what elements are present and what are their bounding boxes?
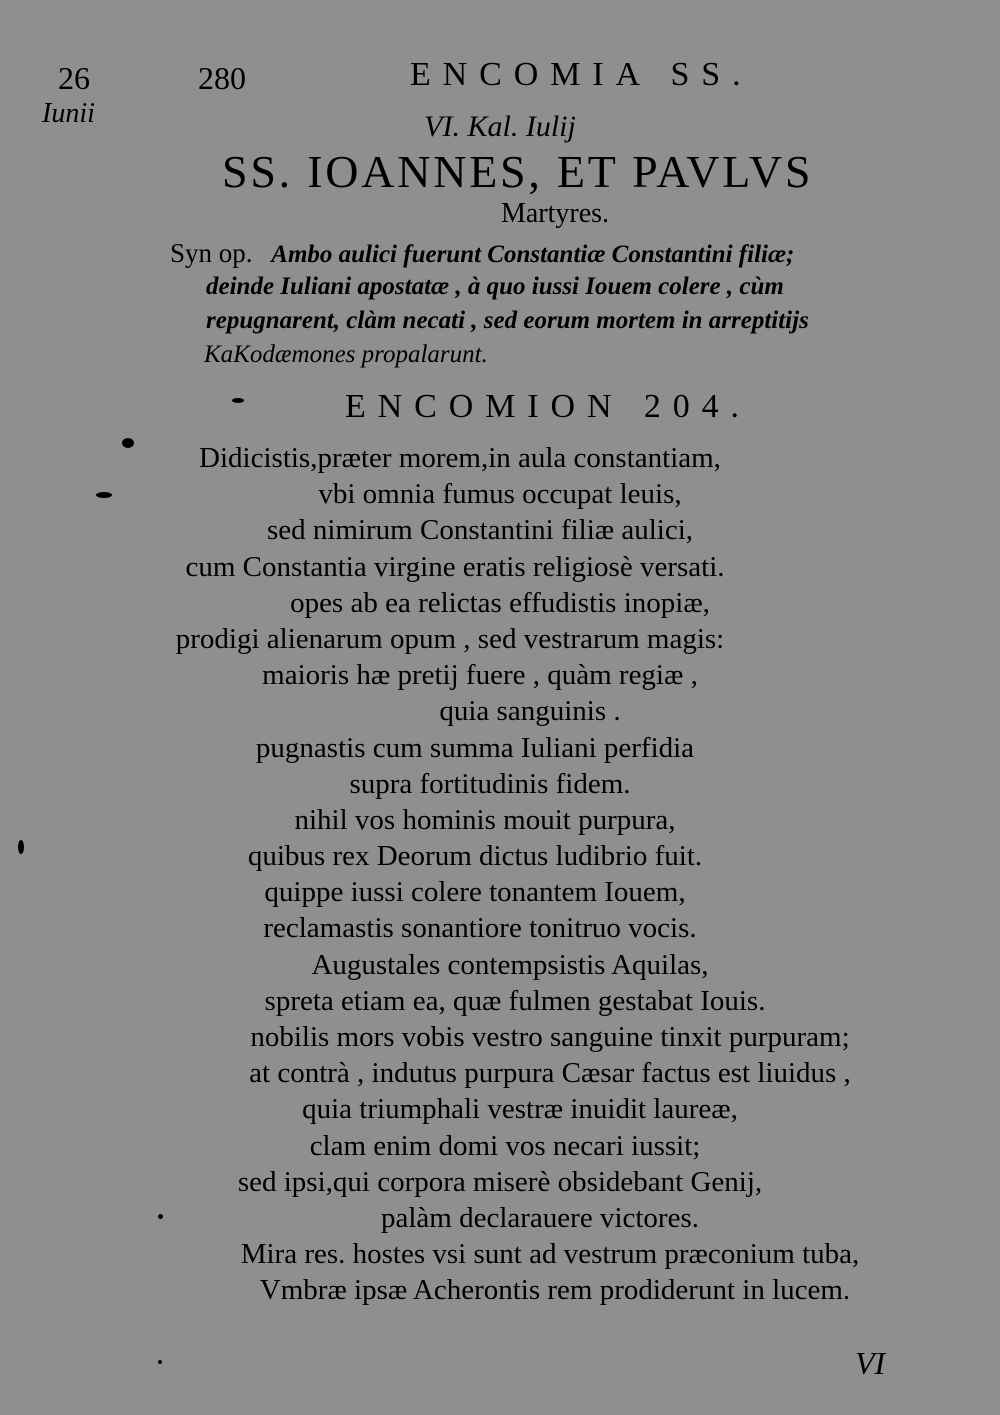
synopsis-line: repugnarent, clàm necati , sed eorum mortem in arreptitijs (206, 307, 809, 334)
ink-speck (18, 840, 24, 854)
ink-speck (158, 1214, 163, 1219)
poem-line: sed nimirum Constantini filiæ aulici, (266, 514, 694, 547)
poem-line: quia triumphali vestræ inuidit laureæ, (302, 1093, 738, 1126)
poem-line: quippe iussi colere tonantem Iouem, (264, 876, 686, 909)
page-number: 280 (198, 60, 246, 96)
poem-line: vbi omnia fumus occupat leuis, (318, 478, 682, 511)
poem-line: spreta etiam ea, quæ fulmen gestabat Iouis. (264, 984, 766, 1017)
poem (0, 440, 1000, 1309)
date-number: 26 (58, 60, 90, 96)
poem-line: Augustales contempsistis Aquilas, (311, 948, 709, 981)
date-month: Iunii (42, 98, 95, 129)
running-title: ENCOMIA SS. (410, 56, 753, 93)
ink-speck (158, 1360, 162, 1364)
poem-line: Mira res. hostes vsi sunt ad vestrum præconium tuba, (240, 1238, 860, 1271)
encomion-heading: ENCOMION 204. (345, 388, 751, 425)
synopsis-line (170, 236, 940, 270)
poem-line: Didicistis,præter morem,in aula constantiam, (199, 442, 721, 474)
poem-line: nihil vos hominis mouit purpura, (294, 803, 676, 836)
poem-line: sed ipsi,qui corpora miserè obsidebant Genij, (237, 1165, 763, 1198)
synopsis-line: deinde Iuliani apostatæ , à quo iussi Iouem colere , cùm (206, 273, 784, 300)
poem-line: cum Constantia virgine eratis religiosè versati. (185, 550, 725, 583)
poem-line: pugnastis cum summa Iuliani perfidia (255, 731, 695, 764)
synopsis-line: KaKodæmones propalarunt. (204, 341, 488, 368)
poem-line: reclamastis sonantiore tonitruo vocis. (263, 912, 697, 945)
poem-line: supra fortitudinis fidem. (349, 767, 631, 800)
ink-speck (232, 398, 244, 403)
poem-line: palàm declarauere victores. (380, 1201, 699, 1234)
synopsis-block (170, 236, 940, 372)
poem-line: nobilis mors vobis vestro sanguine tinxit purpuram; (250, 1021, 850, 1053)
poem-line: at contrà , indutus purpura Cæsar factus est liuidus , (249, 1057, 851, 1090)
feast-date: VI. Kal. Iulij (424, 110, 576, 143)
poem-line: maioris hæ pretij fuere , quàm regiæ , (262, 659, 698, 692)
poem-line: quia sanguinis . (439, 695, 621, 728)
saints-subtitle: Martyres. (500, 198, 610, 229)
poem-line: prodigi alienarum opum , sed vestrarum magis: (175, 622, 725, 655)
synopsis-label: Syn op. (170, 238, 253, 268)
ink-speck (122, 438, 134, 448)
poem-line: opes ab ea relictas effudistis inopiæ, (290, 586, 710, 619)
poem-line: quibus rex Deorum dictus ludibrio fuit. (247, 840, 703, 873)
poem-line: clam enim domi vos necari iussit; (309, 1129, 701, 1162)
synopsis-text: Ambo aulici fuerunt Constantiæ Constantini filiæ; (271, 241, 795, 268)
ink-speck (96, 492, 112, 498)
poem-line: Vmbræ ipsæ Acherontis rem prodiderunt in lucem. (259, 1274, 851, 1307)
catchword: VI (855, 1345, 886, 1381)
saints-title: SS. IOANNES, ET PAVLVS (222, 146, 814, 197)
